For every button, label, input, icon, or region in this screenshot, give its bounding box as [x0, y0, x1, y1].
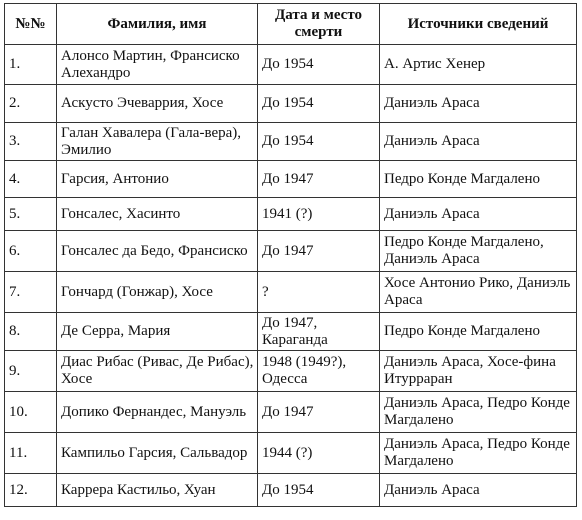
person-name: Каррера Кастильо, Хуан: [57, 474, 258, 507]
person-name: Гарсия, Антонио: [57, 161, 258, 198]
death-info: 1948 (1949?), Одесса: [258, 351, 380, 392]
source: Хосе Антонио Рико, Даниэль Араса: [380, 272, 577, 313]
source: Педро Конде Магдалено, Даниэль Араса: [380, 231, 577, 272]
death-info: До 1947: [258, 231, 380, 272]
table-row: [5, 123, 577, 161]
records-table: [4, 3, 577, 507]
header-death: Дата и место смерти: [258, 4, 380, 45]
death-info: До 1954: [258, 85, 380, 123]
row-number: 1.: [5, 45, 57, 85]
table-row: [5, 85, 577, 123]
death-info: До 1947: [258, 161, 380, 198]
table-row: [5, 161, 577, 198]
death-info: До 1947, Караганда: [258, 313, 380, 351]
table-row: [5, 272, 577, 313]
row-number: 10.: [5, 392, 57, 433]
person-name: Аскусто Эчеваррия, Хосе: [57, 85, 258, 123]
source: Даниэль Араса: [380, 85, 577, 123]
table-row: [5, 474, 577, 507]
source: Даниэль Араса, Педро Конде Магдалено: [380, 433, 577, 474]
row-number: 7.: [5, 272, 57, 313]
header-sources: Источники сведений: [380, 4, 577, 45]
header-row: [5, 4, 577, 45]
table-row: [5, 351, 577, 392]
death-info: 1941 (?): [258, 198, 380, 231]
person-name: Диас Рибас (Ривас, Де Рибас), Хосе: [57, 351, 258, 392]
death-info: До 1954: [258, 474, 380, 507]
death-info: До 1954: [258, 45, 380, 85]
table-row: [5, 198, 577, 231]
person-name: Галан Хавалера (Гала-вера), Эмилио: [57, 123, 258, 161]
row-number: 4.: [5, 161, 57, 198]
person-name: Допико Фернандес, Мануэль: [57, 392, 258, 433]
row-number: 8.: [5, 313, 57, 351]
row-number: 6.: [5, 231, 57, 272]
table-row: [5, 392, 577, 433]
source: Даниэль Араса, Хосе-фина Итурраран: [380, 351, 577, 392]
table-row: [5, 231, 577, 272]
death-info: ?: [258, 272, 380, 313]
header-name: Фамилия, имя: [57, 4, 258, 45]
row-number: 11.: [5, 433, 57, 474]
row-number: 3.: [5, 123, 57, 161]
table-body: [5, 45, 577, 507]
row-number: 12.: [5, 474, 57, 507]
person-name: Гончард (Гонжар), Хосе: [57, 272, 258, 313]
death-info: 1944 (?): [258, 433, 380, 474]
source: Педро Конде Магдалено: [380, 161, 577, 198]
source: Даниэль Араса: [380, 198, 577, 231]
person-name: Кампильо Гарсия, Сальвадор: [57, 433, 258, 474]
person-name: Гонсалес да Бедо, Франсиско: [57, 231, 258, 272]
person-name: Алонсо Мартин, Франсиско Алехандро: [57, 45, 258, 85]
table-row: [5, 313, 577, 351]
source: Педро Конде Магдалено: [380, 313, 577, 351]
table-header: [5, 4, 577, 45]
death-info: До 1947: [258, 392, 380, 433]
table-row: [5, 45, 577, 85]
source: Даниэль Араса: [380, 123, 577, 161]
source: Даниэль Араса: [380, 474, 577, 507]
death-info: До 1954: [258, 123, 380, 161]
source: А. Артис Хенер: [380, 45, 577, 85]
header-number: №№: [5, 4, 57, 45]
row-number: 5.: [5, 198, 57, 231]
row-number: 9.: [5, 351, 57, 392]
source: Даниэль Араса, Педро Конде Магдалено: [380, 392, 577, 433]
person-name: Де Серра, Мария: [57, 313, 258, 351]
table-row: [5, 433, 577, 474]
person-name: Гонсалес, Хасинто: [57, 198, 258, 231]
row-number: 2.: [5, 85, 57, 123]
